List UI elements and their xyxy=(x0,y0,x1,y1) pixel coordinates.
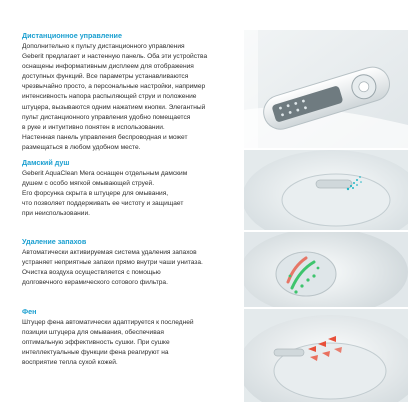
section-odor-removal xyxy=(22,237,244,288)
section-body: Автоматически активируемая система удаления запахов устраняет неприятные запахи прямо внутри чаши унитаза. Очистка воздуха осуществляется с помощью долговечного керамического сотового фильтра. xyxy=(22,249,203,287)
remote-control-image xyxy=(244,30,408,148)
section-body: Geberit AquaClean Mera оснащен отдельным дамским душем с особо мягкой омывающей струей. Его форсунка скрыта в штуцере для омывания, что позволяет поддерживать ее чистоту и защищает при неиспользовании. xyxy=(22,170,188,218)
section-title: Дамский душ xyxy=(22,158,70,167)
lady-shower-image xyxy=(244,150,408,230)
section-dryer xyxy=(22,307,244,368)
section-lady-shower xyxy=(22,158,244,219)
section-title: Дистанционное управление xyxy=(22,31,122,40)
section-body: Штуцер фена автоматически адаптируется к последней позиции штуцера для омывания, обеспечивая оптимальную эффективность сушки. При сушке интеллектуальные функции фена реагируют на восприятие тепла сухой кожей. xyxy=(22,319,194,367)
section-body: Дополнительно к пульту дистанционного управления Geberit предлагает и настенную панель. Оба эти устройства оснащены информативным дисплеем для отображения доступных функций. Все параметры устанавливаются чрезвычайно просто, а персональные настройки, например интенсивность напора распыляющей струи и положение штуцера, вызываются одним нажатием кнопки. Элегантный пульт дистанционного управления удобно помещается в руке и интуитивно понятен в использовании. Настенная панель управления беспроводная и может размещаться в любом удобном месте. xyxy=(22,43,208,151)
section-remote-control xyxy=(22,31,244,153)
section-title: Фен xyxy=(22,307,37,316)
section-title: Удаление запахов xyxy=(22,237,87,246)
dryer-image xyxy=(244,309,408,402)
odor-removal-image xyxy=(244,232,408,307)
